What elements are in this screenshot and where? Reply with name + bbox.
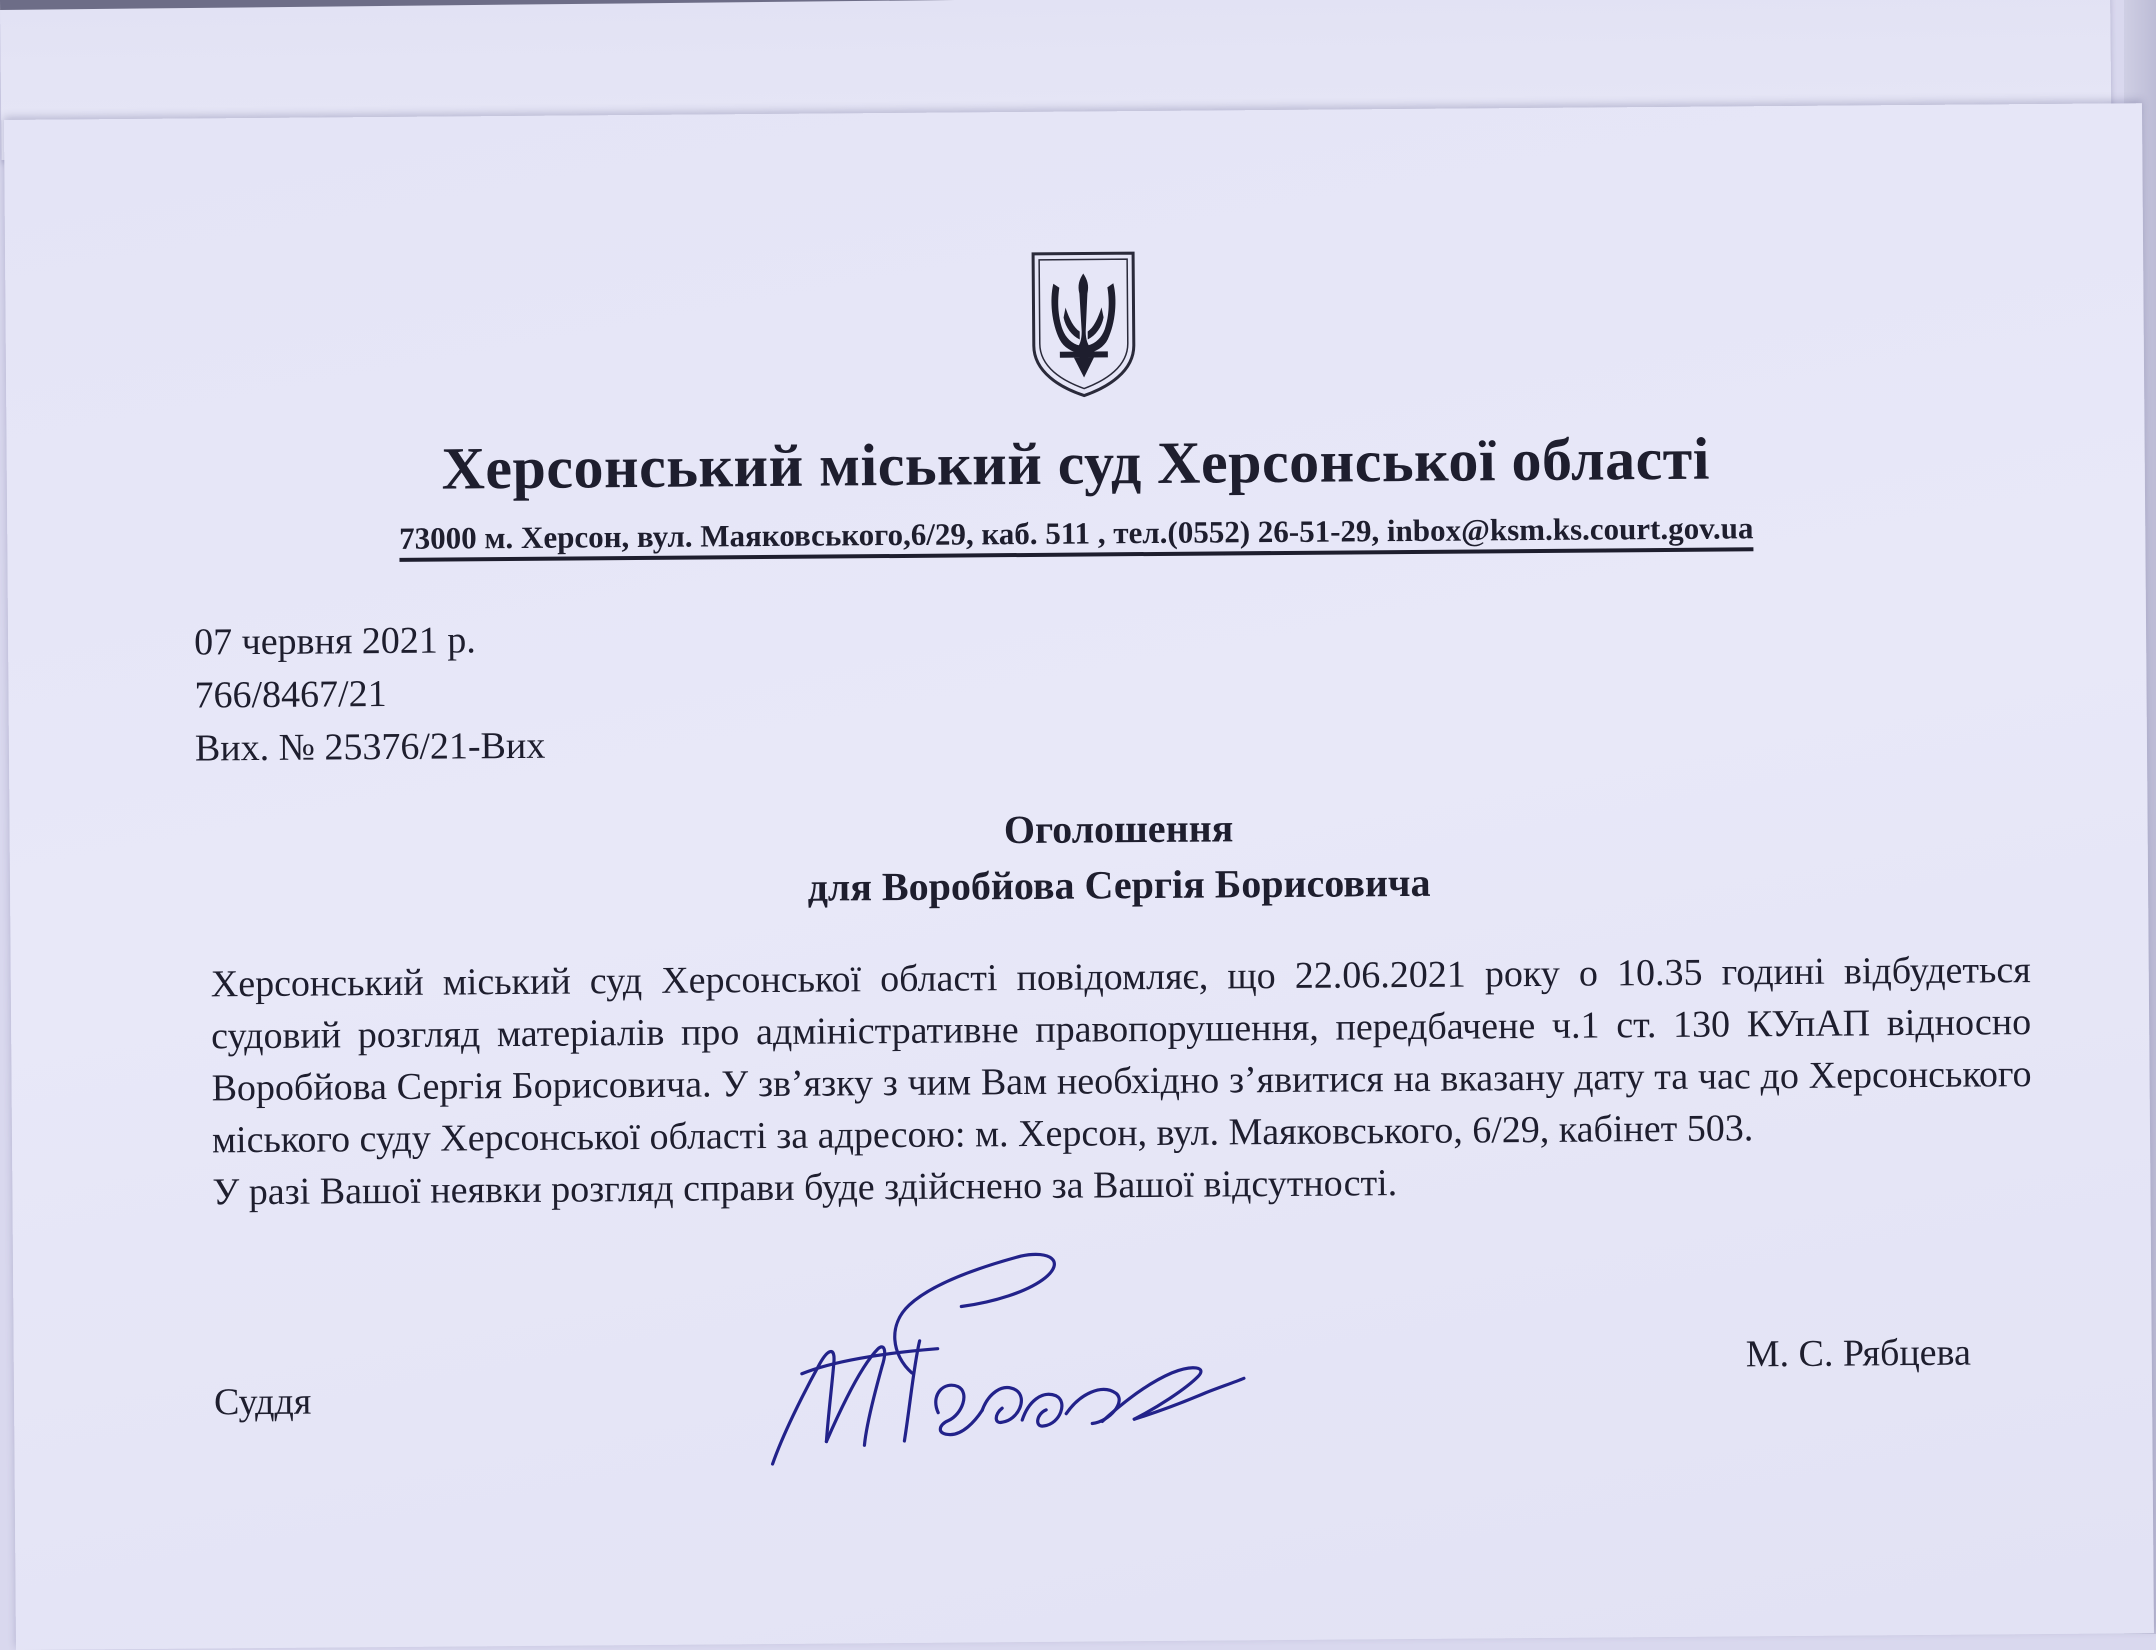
back-sheet-edge xyxy=(0,0,2110,10)
notice-paragraph-1: Херсонський міський суд Херсонської області повідомляє, що 22.06.2021 року о 10.35 годині відбудеться судовий розгляд матеріалів про адміністративне правопорушення, передбачене ч.1 ст. 130 КУпАП відносно Воробйова Сергія Борисовича. У зв’язку з чим Вам необхідно з’явитися на вказану дату та час до Херсонського міського суду Херсонської області за адресою: м. Херсон, вул. Маяковського, 6/29, кабінет 503. xyxy=(210,949,2032,1162)
document-date: 07 червня 2021 р. xyxy=(193,619,477,664)
notice-paragraph-2: У разі Вашої неявки розгляд справи буде здійснено за Вашої відсутності. xyxy=(212,1162,1398,1214)
notice-subtitle: для Воробйова Сергія Борисовича xyxy=(807,859,1431,910)
handwritten-signature xyxy=(761,1242,1283,1476)
case-number: 766/8467/21 xyxy=(194,673,387,717)
notice-title: Оголошення xyxy=(1003,805,1234,853)
outgoing-number: Вих. № 25376/21-Вих xyxy=(194,724,546,770)
trident-icon xyxy=(1029,249,1138,400)
court-address-text: 73000 м. Херсон, вул. Маяковського,6/29, каб. 511 , тел.(0552) 26-51-29, inbox@ksm.ks.court.gov.ua xyxy=(399,510,1754,562)
document-content xyxy=(4,103,2154,1620)
document-sheet xyxy=(4,103,2154,1650)
court-name: Херсонський міський суд Херсонської області xyxy=(441,425,1711,502)
notice-body xyxy=(211,944,2033,1218)
document-meta xyxy=(194,614,546,776)
judge-name: М. С. Рябцева xyxy=(1745,1331,1972,1376)
court-address xyxy=(7,507,2145,560)
notice-heading xyxy=(9,793,2148,922)
judge-role: Суддя xyxy=(213,1380,312,1424)
